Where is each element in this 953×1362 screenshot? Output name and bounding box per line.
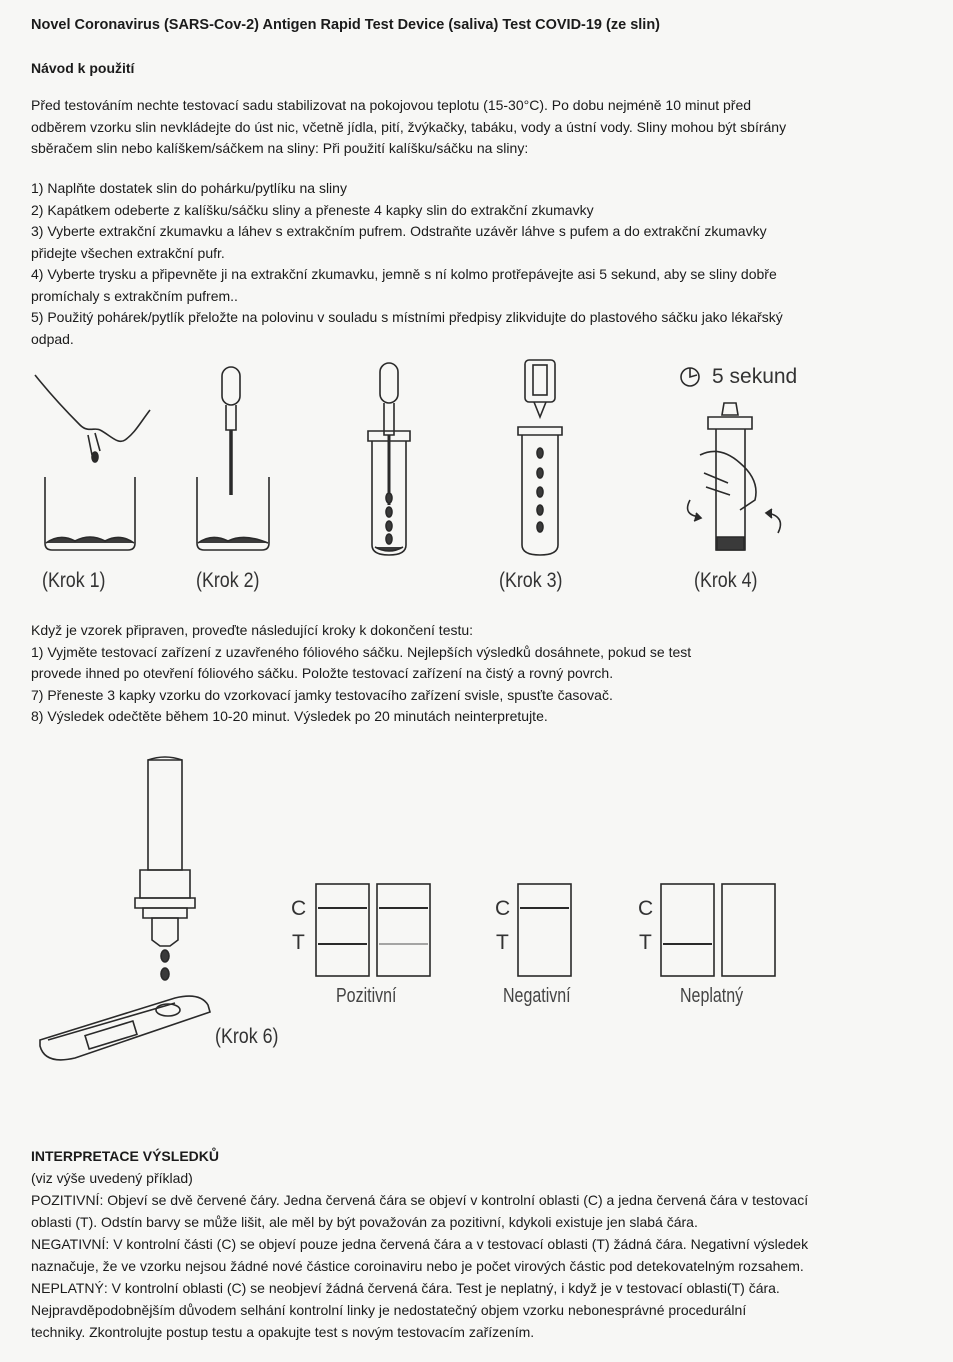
step-line: 4) Vyberte trysku a připevněte ji na extrakční zkumavku, jemně s ní kolmo protřepávejte asi 5 sekund, aby se sliny dobře (31, 266, 777, 282)
step-line: 7) Přeneste 3 kapky vzorku do vzorkovací jamky testovacího zařízení svisle, spusťte časovač. (31, 686, 613, 703)
step-line: promíchaly s extrakčním pufrem.. (31, 287, 238, 304)
step-label-krok-1: (Krok 1) (42, 569, 106, 592)
result-label-invalid: Neplatný (680, 985, 744, 1007)
section-heading-instructions: Návod k použití (31, 60, 135, 76)
step-line: 2) Kapátkem odeberte z kalíšku/sáčku sliny a přeneste 4 kapky slin do extrakční zkumavky (31, 201, 594, 218)
interpretation-section (31, 1145, 936, 1343)
saliva-cup-illustration (35, 375, 150, 550)
step-label-krok-4: (Krok 4) (694, 569, 758, 592)
result-illustration (0, 750, 953, 1080)
document-title: Novel Coronavirus (SARS-Cov-2) Antigen Rapid Test Device (saliva) Test COVID-19 (ze slin) (31, 17, 661, 33)
step-line: odpad. (31, 330, 74, 347)
control-label-invalid: C (638, 897, 654, 920)
step-line: 3) Vyberte extrakční zkumavku a láhev s extrakčním pufrem. Odstraňte uzávěr láhve s pufem a do extrakční zkumavky (31, 223, 767, 239)
interpretation-line: (viz výše uvedený příklad) (31, 1170, 193, 1186)
pipette-cup-illustration (197, 367, 269, 550)
interpretation-line: techniky. Zkontrolujte postup testu a opakujte test s novým testovacím zařízením. (31, 1324, 535, 1340)
step-line: 8) Výsledek odečtěte během 10-20 minut. Výsledek po 20 minutách neinterpretujte. (31, 708, 548, 724)
step-line: 1) Naplňte dostatek slin do pohárku/pytlíku na sliny (31, 180, 347, 196)
step-label-krok-2: (Krok 2) (196, 569, 260, 592)
interpretation-line: oblasti (T). Odstín barvy se může lišit, ale měl by být považován za pozitivní, kdykoli existuje jen slabá čára. (31, 1214, 698, 1230)
step-line: Když je vzorek připraven, proveďte následující kroky k dokončení testu: (31, 622, 474, 638)
intro-line: odběrem vzorku slin nevkládejte do úst nic, včetně jídla, pití, žvýkačky, tabáku, vody a ústní vody. Sliny mohou být sbírány (31, 118, 787, 135)
interpretation-line: NEGATIVNÍ: V kontrolní části (C) se objeví pouze jedna červená čára a v testovací oblasti (T) žádná čára. Negativní výsledek (31, 1236, 809, 1252)
intro-line: Před testováním nechte testovací sadu stabilizovat na pokojovou teplotu (15-30°C). Po dobu nejméně 10 minut před (31, 97, 752, 113)
tube-shaking-illustration (681, 368, 780, 550)
intro-line: sběračem slin nebo kalíškem/sáčkem na sliny: Při použití kalíšku/sáčku na sliny: (31, 140, 529, 156)
test-cassette-illustration (40, 996, 210, 1060)
negative-result-window (518, 884, 571, 976)
step-line: 1) Vyjměte testovací zařízení z uzavřeného fóliového sáčku. Nejlepších výsledků dosáhnete, pokud se test (31, 643, 692, 660)
interpretation-line: naznačuje, že ve vzorku nejsou žádné nové částice coroinaviru nebo je počet virových částic pod detekovatelným rozsahem. (31, 1258, 804, 1274)
interpretation-heading: INTERPRETACE VÝSLEDKŮ (31, 1148, 219, 1164)
test-steps-list (31, 620, 931, 728)
control-label-positive: C (291, 897, 307, 920)
step-label-krok-6: (Krok 6) (215, 1025, 279, 1048)
buffer-bottle-illustration (518, 360, 562, 555)
control-label-negative: C (495, 897, 511, 920)
intro-paragraph (31, 95, 931, 160)
step-line: přidejte všechen extrakční pufr. (31, 244, 225, 261)
test-label-invalid: T (639, 931, 652, 954)
step-line: provede ihned po otevření fóliového sáčku. Položte testovací zařízení na čistý a rovný povrch. (31, 665, 614, 681)
step-label-krok-3: (Krok 3) (499, 569, 563, 592)
interpretation-line: NEPLATNÝ: V kontrolní oblasti (C) se neobjeví žádná červená čára. Test je neplatný, i když je v testovací oblasti(T) čára. (31, 1280, 780, 1296)
interpretation-line: Nejpravděpodobnějším důvodem selhání kontrolní linky je nedostatečný objem vzorku nebonesprávné procedurální (31, 1302, 747, 1318)
test-label-negative: T (496, 931, 509, 954)
timer-label: 5 sekund (712, 365, 798, 388)
positive-result-windows (316, 884, 430, 976)
result-label-positive: Pozitivní (336, 985, 397, 1007)
result-label-negative: Negativní (503, 985, 571, 1007)
interpretation-line: POZITIVNÍ: Objeví se dvě červené čáry. Jedna červená čára se objeví v kontrolní oblasti (C) a jedna červená čára v testovací (31, 1192, 809, 1208)
step-line: 5) Použitý pohárek/pytlík přeložte na polovinu v souladu s místními předpisy zlikvidujte do plastového sáčku jako lékařský (31, 309, 783, 325)
invalid-result-windows (661, 884, 775, 976)
dropper-tube-illustration (135, 757, 195, 980)
extraction-tube-pipette-illustration (368, 363, 410, 555)
test-label-positive: T (292, 931, 305, 954)
collection-steps-illustration (0, 355, 953, 610)
collection-steps-list (31, 178, 931, 350)
